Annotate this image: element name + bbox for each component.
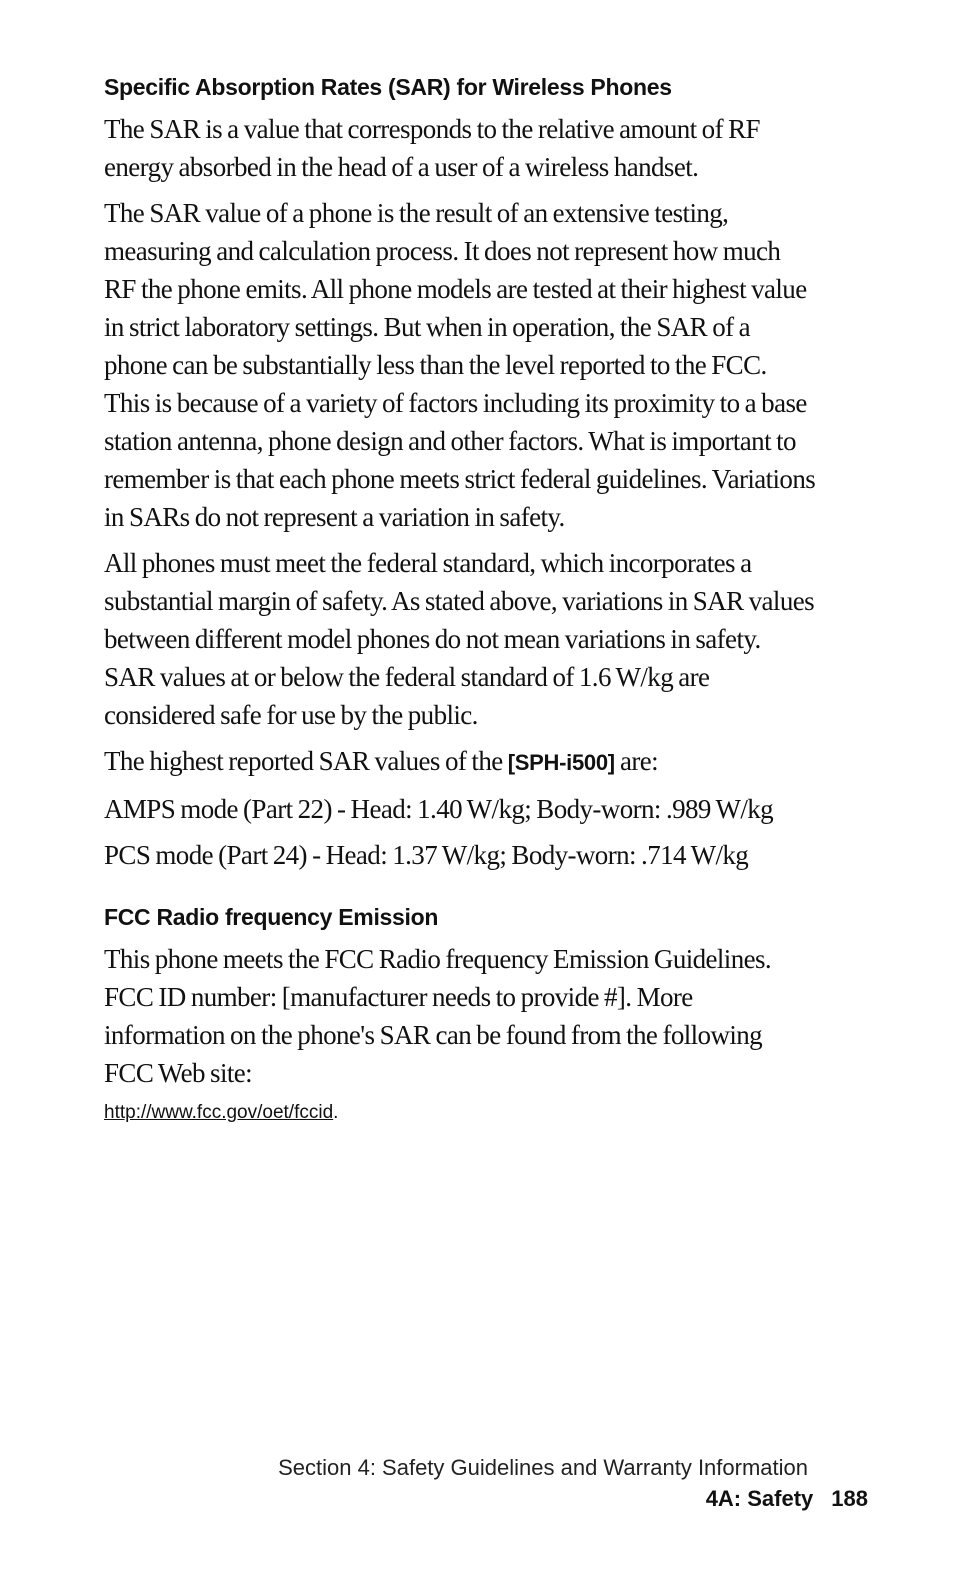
intro-suffix: are: [614, 746, 659, 776]
fcc-heading: FCC Radio frequency Emission [104, 904, 439, 930]
sar-paragraph-3: All phones must meet the federal standard, which incorporates a substantial margin of safety. As stated above, variations in SAR values between different model phones do not mean variations in safety. SAR values at or below the federal standard of 1.6 W/kg are considered safe for use by the public. [104, 548, 815, 730]
footer-section-title: Section 4: Safety Guidelines and Warranty Information [278, 1455, 808, 1480]
fcc-link-line [104, 1098, 816, 1128]
fcc-web-link[interactable]: http://www.fcc.gov/oet/fccid [104, 1102, 334, 1123]
fcc-paragraph: This phone meets the FCC Radio frequency Emission Guidelines. FCC ID number: [manufacturer needs to provide #]. More information on the phone's SAR can be found from the following FCC Web site: [104, 944, 772, 1088]
amps-mode-values: AMPS mode (Part 22) - Head: 1.40 W/kg; Body-worn: .989 W/kg [104, 794, 774, 824]
footer-chapter: 4A: Safety [705, 1486, 814, 1511]
footer-chapter-page [706, 1484, 868, 1514]
pcs-mode-values: PCS mode (Part 24) - Head: 1.37 W/kg; Body-worn: .714 W/kg [104, 840, 749, 870]
sar-highest-values-intro [104, 742, 816, 782]
page-number: 188 [831, 1486, 868, 1511]
sar-paragraph-2: The SAR value of a phone is the result of an extensive testing, measuring and calculation process. It does not represent how much RF the phone emits. All phone models are tested at their highest value in strict laboratory settings. But when in operation, the SAR of a phone can be substantially less than the level reported to the FCC. This is because of a variety of factors including its proximity to a base station antenna, phone design and other factors. What is important to remember is that each phone meets strict federal guidelines. Variations in SARs do not represent a variation in safety. [104, 198, 816, 532]
section-gap [104, 882, 816, 900]
sar-heading: Specific Absorption Rates (SAR) for Wireless Phones [104, 74, 672, 100]
document-body [104, 70, 816, 1128]
phone-model: [SPH-i500] [507, 750, 615, 775]
intro-prefix: The highest reported SAR values of the [104, 746, 508, 776]
sar-paragraph-1: The SAR is a value that corresponds to the relative amount of RF energy absorbed in the head of a user of a wireless handset. [104, 114, 760, 182]
link-period: . [333, 1102, 339, 1123]
